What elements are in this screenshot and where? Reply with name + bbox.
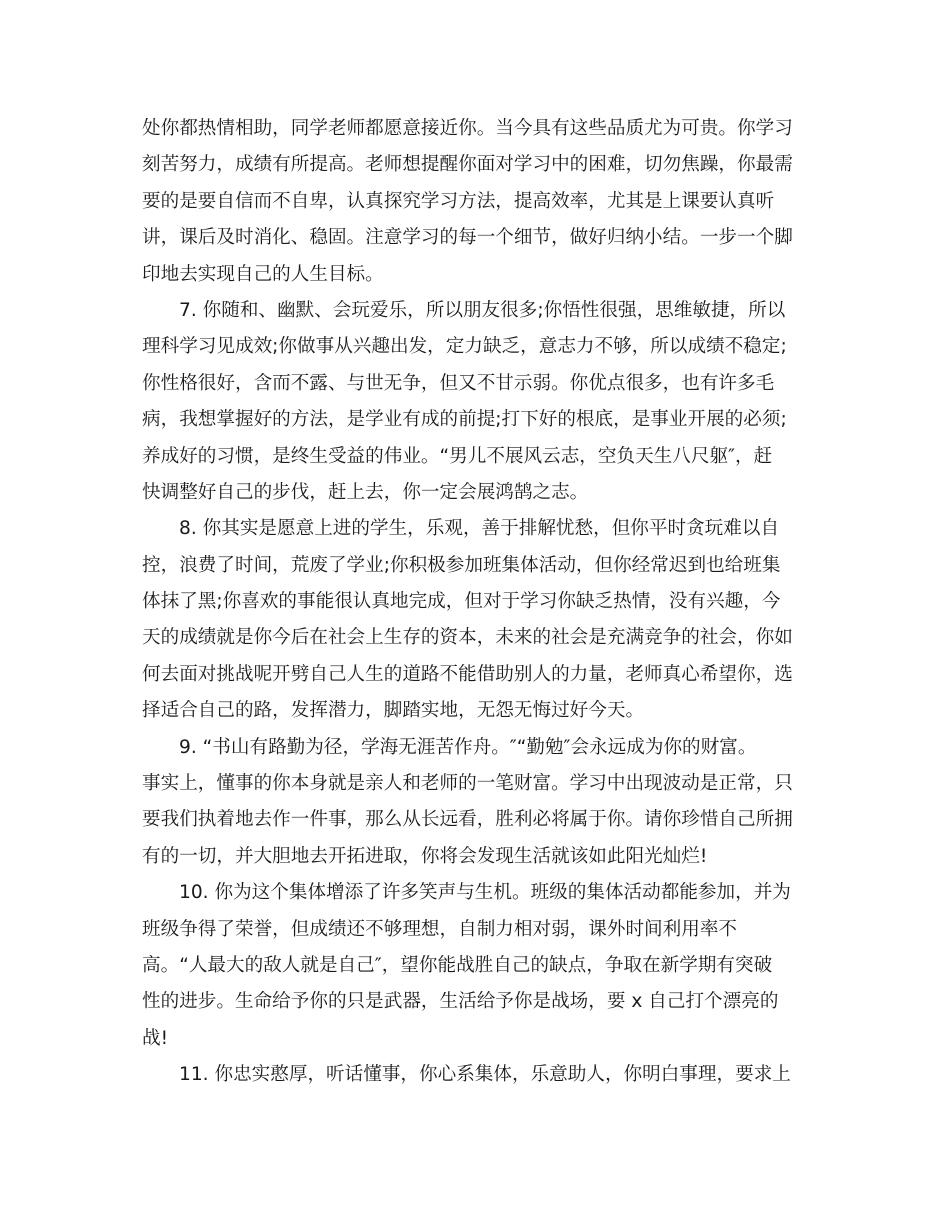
- paragraph-first-line: 11. 你忠实憨厚，听话懂事，你心系集体，乐意助人，你明白事理，要求上: [179, 1064, 791, 1086]
- text-line: 讲，课后及时消化、稳固。注意学习的每一个细节，做好归纳小结。一步一个脚: [142, 227, 793, 249]
- text-line: 高。“人最大的敌人就是自己″，望你能战胜自己的缺点，争取在新学期有突破: [142, 954, 773, 976]
- paragraph-first-line: 7. 你随和、幽默、会玩爱乐，所以朋友很多;你悟性很强，思维敏捷，所以: [179, 299, 786, 321]
- text-line: 要的是要自信而不自卑，认真探究学习方法，提高效率，尤其是上课要认真听: [142, 190, 775, 212]
- text-line: 养成好的习惯，是终生受益的伟业。“男儿不展风云志，空负天生八尺躯″，赶: [142, 445, 773, 467]
- document-body: [142, 111, 812, 1094]
- paragraph-first-line: 9. “书山有路勤为径，学海无涯苦作舟。″“勤勉″会永远成为你的财富。: [179, 736, 757, 758]
- text-line: 处你都热情相助，同学老师都愿意接近你。当今具有这些品质尤为可贵。你学习: [142, 118, 793, 139]
- text-line: 病，我想掌握好的方法，是学业有成的前提;打下好的根底，是事业开展的必须;: [142, 409, 787, 431]
- text-line: 性的进步。生命给予你的只是武器，生活给予你是战场，要 x 自己打个漂亮的: [142, 991, 779, 1013]
- text-line: 印地去实现自己的人生目标。: [142, 263, 384, 285]
- paragraph-first-line: 10. 你为这个集体增添了许多笑声与生机。班级的集体活动都能参加，并为: [179, 882, 791, 904]
- text-line: 事实上，懂事的你本身就是亲人和老师的一笔财富。学习中出现波动是正常，只: [142, 773, 793, 795]
- text-line: 何去面对挑战呢开劈自己人生的道路不能借助别人的力量，老师真心希望你，选: [142, 663, 793, 685]
- text-line: 快调整好自己的步伐，赶上去，你一定会展鸿鹄之志。: [142, 481, 589, 503]
- text-line: 班级争得了荣誉，但成绩还不够理想，自制力相对弱，课外时间利用率不: [142, 918, 738, 940]
- text-line: 战!: [142, 1027, 169, 1049]
- paragraph-first-line: 8. 你其实是愿意上进的学生，乐观，善于排解忧愁，但你平时贪玩难以自: [179, 518, 780, 540]
- text-line: 择适合自己的路，发挥潜力，脚踏实地，无怨无悔过好今天。: [142, 700, 645, 722]
- text-line: 天的成绩就是你今后在社会上生存的资本，未来的社会是充满竞争的社会，你如: [142, 627, 793, 649]
- text-line: 你性格很好，含而不露、与世无争，但又不甘示弱。你优点很多，也有许多毛: [142, 372, 775, 394]
- text-line: 理科学习见成效;你做事从兴趣出发，定力缺乏，意志力不够，所以成绩不稳定;: [142, 336, 787, 358]
- text-line: 体抹了黑;你喜欢的事能很认真地完成，但对于学习你缺乏热情，没有兴趣，今: [142, 591, 781, 613]
- text-line: 刻苦努力，成绩有所提高。老师想提醒你面对学习中的困难，切勿焦躁，你最需: [142, 154, 793, 176]
- text-line: 要我们执着地去作一件事，那么从长远看，胜利必将属于你。请你珍惜自己所拥: [142, 809, 793, 831]
- text-line: 控，浪费了时间，荒废了学业;你积极参加班集体活动，但你经常迟到也给班集: [142, 554, 781, 576]
- text-line: 有的一切，并大胆地去开拓进取，你将会发现生活就该如此阳光灿烂!: [142, 845, 708, 867]
